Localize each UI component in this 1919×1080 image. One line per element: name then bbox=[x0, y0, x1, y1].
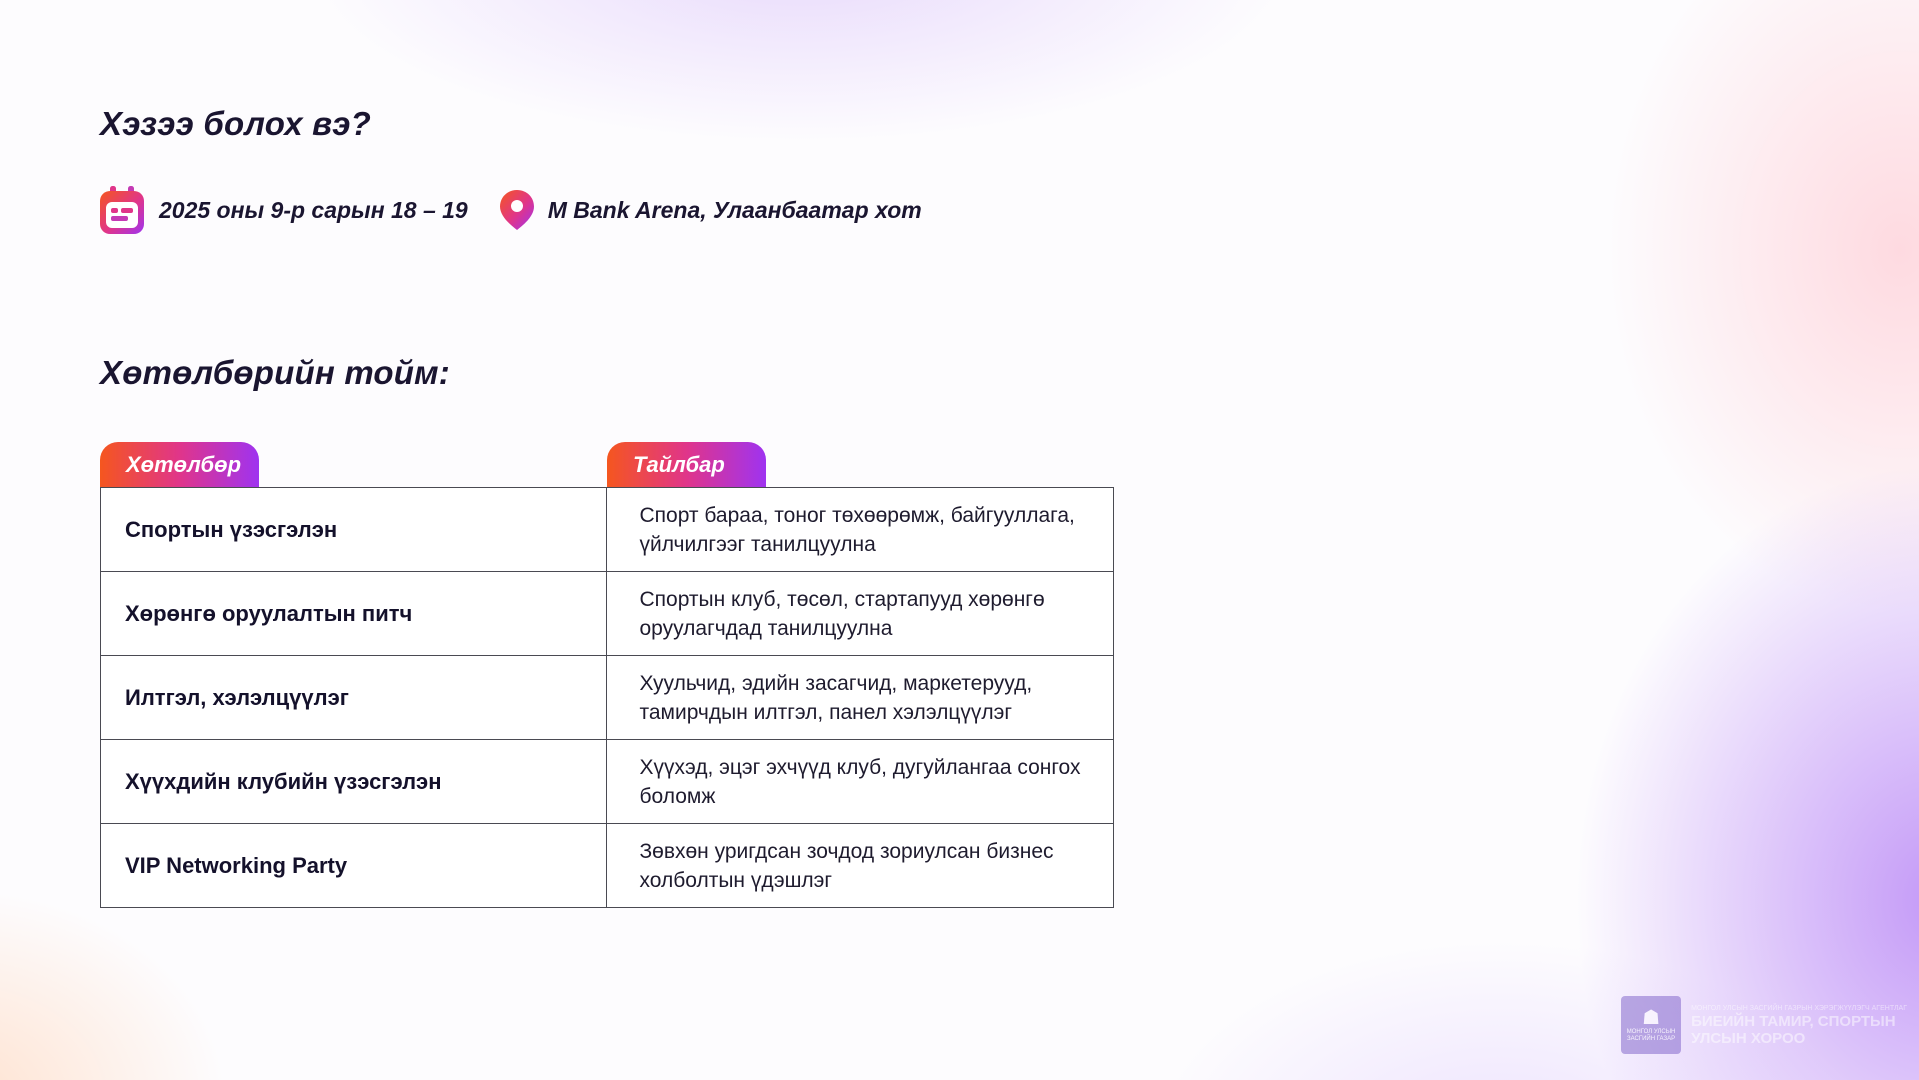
program-table bbox=[100, 487, 1114, 908]
table-row bbox=[101, 572, 1114, 656]
calendar-icon bbox=[99, 185, 145, 235]
map-pin-icon bbox=[498, 188, 536, 232]
description-column-header: Тайлбар bbox=[607, 442, 766, 488]
program-description: Хуульчид, эдийн засагчид, маркетерууд, тамирчдын илтгэл, панел хэлэлцүүлэг bbox=[607, 656, 1114, 740]
logo-small-text: МОНГОЛ УЛСЫН ЗАСГИЙН ГАЗРЫН ХЭРЭГЖҮҮЛЭГЧ АГЕНТЛАГ bbox=[1691, 1004, 1907, 1012]
table-row bbox=[101, 656, 1114, 740]
program-name: Хүүхдийн клубийн үзэсгэлэн bbox=[101, 740, 607, 824]
program-description: Хүүхэд, эцэг эхчүүд клуб, дугуйлангаа сонгох боломж bbox=[607, 740, 1114, 824]
table-row bbox=[101, 488, 1114, 572]
emblem-icon: ☗ МОНГОЛ УЛСЫН ЗАСГИЙН ГАЗАР bbox=[1621, 996, 1681, 1054]
program-description: Спортын клуб, төсөл, стартапууд хөрөнгө оруулагчдад танилцуулна bbox=[607, 572, 1114, 656]
event-location: M Bank Arena, Улаанбаатар хот bbox=[547, 196, 922, 223]
program-name: Хөрөнгө оруулалтын питч bbox=[101, 572, 607, 656]
event-date: 2025 оны 9-р сарын 18 – 19 bbox=[159, 196, 468, 223]
program-description: Зөвхөн уригдсан зочдод зориулсан бизнес холболтын үдэшлэг bbox=[607, 824, 1114, 908]
program-description: Спорт бараа, тоног төхөөрөмж, байгууллага, үйлчилгээг танилцуулна bbox=[607, 488, 1114, 572]
program-heading: Хөтөлбөрийн тойм: bbox=[100, 354, 450, 391]
program-name: VIP Networking Party bbox=[101, 824, 607, 908]
event-info bbox=[99, 185, 922, 235]
logo-name-line1: БИЕИЙН ТАМИР, СПОРТЫН bbox=[1691, 1012, 1896, 1030]
organization-logo bbox=[1621, 996, 1907, 1054]
table-row bbox=[101, 824, 1114, 908]
logo-name-line2: УЛСЫН ХОРОО bbox=[1691, 1029, 1806, 1047]
emblem-text: МОНГОЛ УЛСЫН ЗАСГИЙН ГАЗАР bbox=[1626, 1029, 1676, 1042]
program-name: Спортын үзэсгэлэн bbox=[101, 488, 607, 572]
logo-text bbox=[1691, 1004, 1907, 1047]
program-name: Илтгэл, хэлэлцүүлэг bbox=[101, 656, 607, 740]
table-row bbox=[101, 740, 1114, 824]
program-column-header: Хөтөлбөр bbox=[100, 442, 259, 488]
when-heading: Хэзээ болох вэ? bbox=[100, 105, 372, 142]
